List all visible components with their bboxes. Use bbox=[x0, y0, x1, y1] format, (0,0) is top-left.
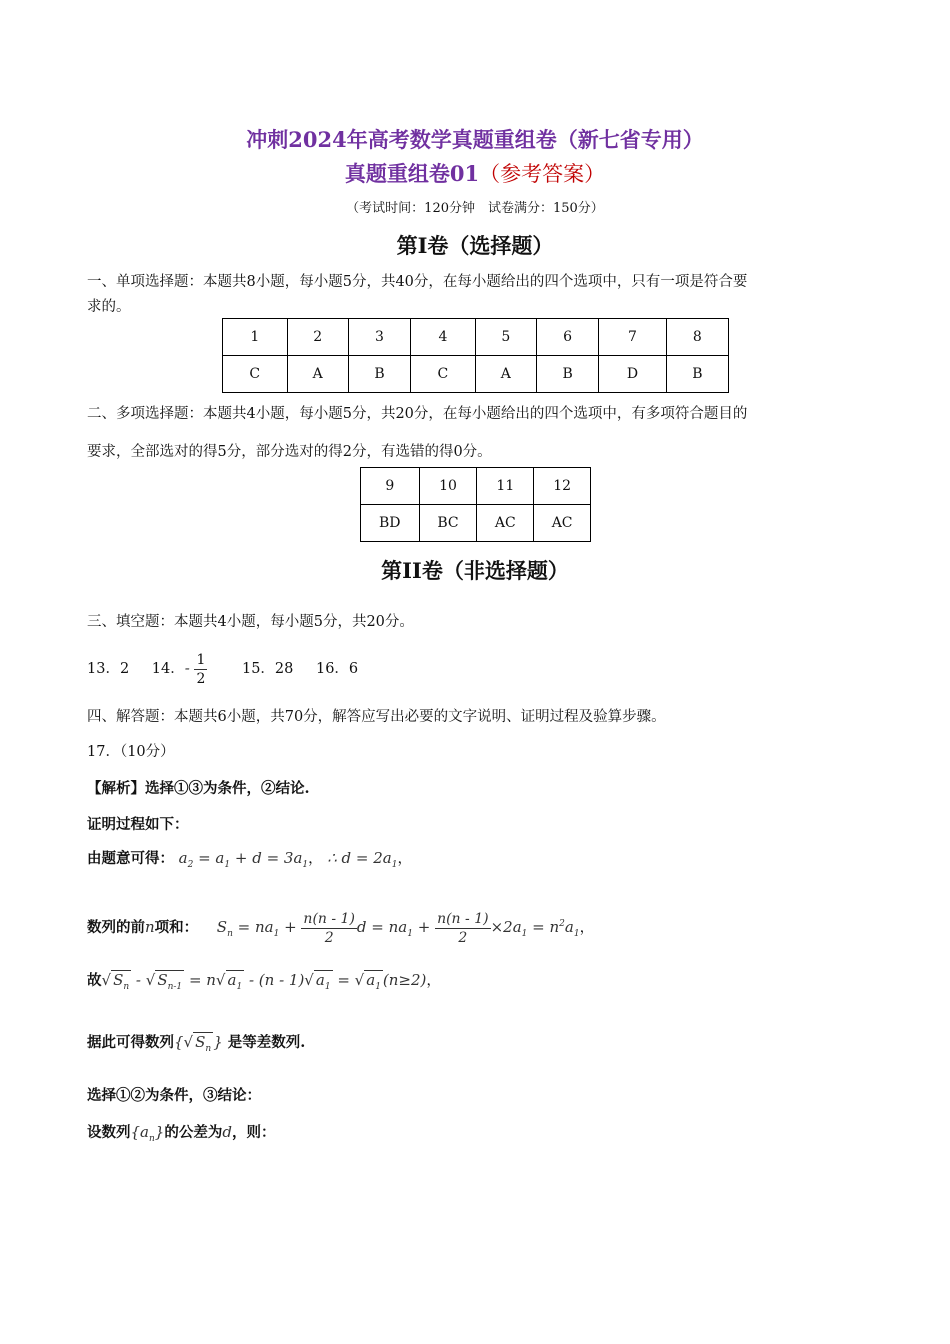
table2-number-row bbox=[361, 468, 591, 505]
q14-label: 14． bbox=[151, 661, 185, 677]
sum-n: n bbox=[145, 918, 155, 936]
section4-description: 四、解答题：本题共6小题，共70分，解答应写出必要的文字说明、证明过程及验算步骤。 bbox=[87, 709, 666, 725]
set-d: d bbox=[222, 1123, 232, 1141]
given-separator: ， bbox=[308, 851, 323, 867]
table2-answer-cell-2: BC bbox=[419, 505, 477, 542]
sum-end: ， bbox=[579, 920, 595, 936]
table1-number-cell-5: 5 bbox=[475, 319, 536, 356]
table1-answer-cell-4: C bbox=[411, 356, 476, 393]
given-label: 由题意可得： bbox=[87, 850, 174, 867]
table1-number-cell-7: 7 bbox=[599, 319, 666, 356]
main-title: 冲刺2024年高考数学真题重组卷（新七省专用） bbox=[246, 127, 704, 152]
table1-number-cell-6: 6 bbox=[537, 319, 599, 356]
section1-description bbox=[87, 270, 867, 320]
set-b: 的公差为 bbox=[164, 1124, 223, 1141]
q15-answer: 15．28 bbox=[241, 661, 294, 677]
therefore-formula: √ $S_n$ - √ $S_{n-1} = n√$ $a_1 - (n - 1)√$ $a_1$ = √ $a_1$ (n≥2) bbox=[101, 971, 427, 992]
table1-number-cell-2: 2 bbox=[287, 319, 348, 356]
q17-label: 17．（10分） bbox=[87, 744, 175, 760]
sum-line bbox=[87, 902, 594, 956]
table1-number-cell-4: 4 bbox=[411, 319, 476, 356]
section3-description: 三、填空题：本题共4小题，每小题5分，共20分。 bbox=[87, 614, 414, 630]
single-choice-answer-table bbox=[222, 318, 729, 393]
proof-intro: 证明过程如下： bbox=[87, 816, 189, 833]
sum-label-a: 数列的前 bbox=[87, 919, 145, 936]
conclusion-line bbox=[87, 1030, 305, 1062]
table1-number-cell-8: 8 bbox=[666, 319, 728, 356]
given-formula: $a_2 = a_1 + d = 3a_1$ bbox=[178, 849, 309, 870]
q13-answer: 13．2 bbox=[87, 661, 130, 677]
table1-number-cell-1: 1 bbox=[223, 319, 288, 356]
table2-number-cell-1: 9 bbox=[361, 468, 420, 505]
set-c: ，则： bbox=[231, 1124, 276, 1141]
table2-number-cell-4: 12 bbox=[534, 468, 591, 505]
section1-desc-line1: 一、单项选择题：本题共8小题，每小题5分，共40分，在每小题给出的四个选项中，只有一项是符合要 bbox=[87, 274, 748, 290]
table2-answer-row bbox=[361, 505, 591, 542]
table1-answer-cell-6: B bbox=[537, 356, 599, 393]
table2-answer-cell-3: AC bbox=[477, 505, 534, 542]
table1-answer-cell-7: D bbox=[599, 356, 666, 393]
table1-answer-cell-3: B bbox=[348, 356, 410, 393]
section2-desc-line1: 二、多项选择题：本题共4小题，每小题5分，共20分，在每小题给出的四个选项中，有多项符合题目的 bbox=[87, 406, 748, 422]
table1-number-cell-3: 3 bbox=[348, 319, 410, 356]
q14-fraction bbox=[194, 651, 207, 688]
sum-formula: $S_n = na_1$ + $\frac{n(n - 1)}{2}$ $d = na_1$ + $\frac{n(n - 1)}{2}$ $\times 2a_1 = n^2a_1$ bbox=[216, 910, 580, 946]
sum-label-b: 项和： bbox=[154, 919, 199, 936]
conclusion-formula: {√ $S_n$ } bbox=[174, 1033, 223, 1054]
q14-sign: - bbox=[184, 659, 190, 677]
conclusion-a: 据此可得数列 bbox=[87, 1034, 174, 1051]
analysis-text: 选择①③为条件，②结论. bbox=[145, 780, 310, 797]
q16-answer: 16．6 bbox=[315, 661, 359, 677]
part1-heading: 第I卷（选择题） bbox=[396, 233, 554, 258]
sub-title-main: 真题重组卷01 bbox=[344, 161, 480, 186]
table1-answer-row bbox=[223, 356, 729, 393]
sub-title bbox=[0, 158, 950, 188]
set-a: 设数列 bbox=[87, 1124, 131, 1141]
table1-answer-cell-2: A bbox=[287, 356, 348, 393]
section2-description bbox=[87, 395, 867, 471]
conclusion-b: 是等差数列. bbox=[227, 1034, 306, 1051]
exam-info: （考试时间：120分钟 试卷满分：150分） bbox=[346, 201, 604, 216]
analysis-line bbox=[87, 776, 310, 801]
section1-desc-line2: 求的。 bbox=[87, 299, 131, 315]
table2-answer-cell-1: BD bbox=[361, 505, 420, 542]
q14-numerator: 1 bbox=[196, 651, 206, 668]
table2-number-cell-3: 11 bbox=[477, 468, 534, 505]
sub-title-answer-tag: （参考答案） bbox=[479, 162, 606, 186]
given-line: 由题意可得： $a_2 = a_1 + d = 3a_1$， ∴ $d = 2a_1$， bbox=[87, 849, 412, 870]
table1-answer-cell-5: A bbox=[475, 356, 536, 393]
set-line bbox=[87, 1120, 275, 1152]
set-sequence-formula: $\{a_n\}$ bbox=[130, 1123, 165, 1144]
therefore-end: ， bbox=[426, 973, 441, 989]
table1-answer-cell-8: B bbox=[666, 356, 728, 393]
choice2-line: 选择①②为条件，③结论： bbox=[87, 1087, 261, 1104]
therefore-label: 故 bbox=[87, 972, 102, 989]
analysis-tag: 【解析】 bbox=[87, 780, 145, 797]
multiple-choice-answer-table bbox=[360, 467, 591, 542]
table2-answer-cell-4: AC bbox=[534, 505, 591, 542]
given-conclusion-formula: ∴ $d = 2a_1$ bbox=[327, 849, 398, 870]
table1-answer-cell-1: C bbox=[223, 356, 288, 393]
table1-number-row bbox=[223, 319, 729, 356]
section2-desc-line2: 要求，全部选对的得5分，部分选对的得2分，有选错的得0分。 bbox=[87, 444, 492, 460]
q14-denominator: 2 bbox=[196, 670, 206, 687]
table2-number-cell-2: 10 bbox=[419, 468, 477, 505]
fill-answers bbox=[87, 650, 358, 688]
part2-heading: 第II卷（非选择题） bbox=[381, 558, 569, 583]
therefore-line bbox=[87, 968, 441, 1000]
